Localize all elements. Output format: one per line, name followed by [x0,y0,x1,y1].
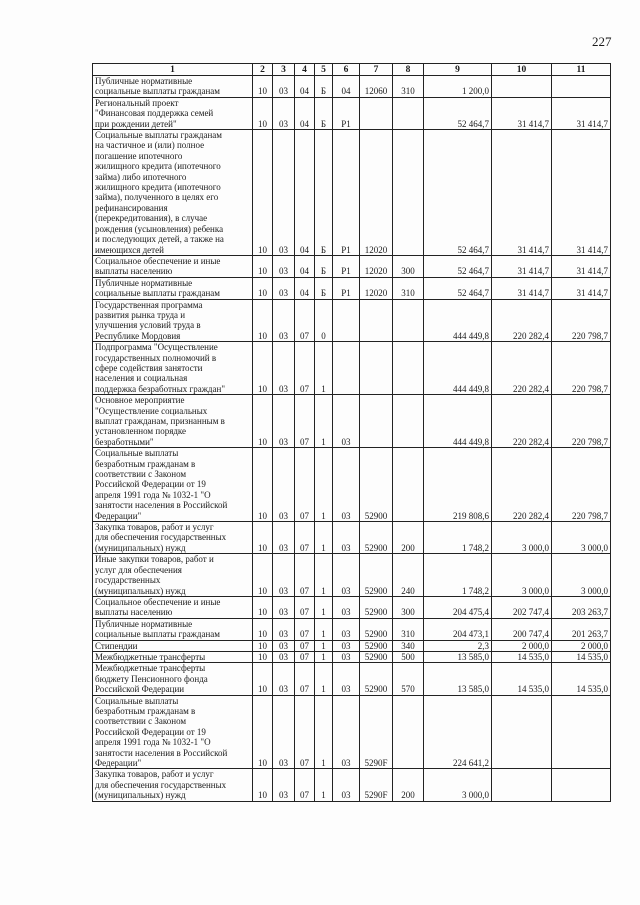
col-8-code: 200 [393,522,424,554]
col-6-code: P1 [333,255,360,277]
amount-col-11: 3 000,0 [552,554,611,597]
col-6-code [333,342,360,395]
col-5-code: Б [315,76,333,98]
header-cell: 5 [315,64,333,76]
col-2-code: 10 [253,395,273,448]
col-4-code: 04 [295,255,315,277]
col-2-code: 10 [253,651,273,662]
amount-col-11: 220 798,7 [552,395,611,448]
col-2-code: 10 [253,618,273,640]
amount-col-9: 224 641,2 [424,695,492,769]
col-3-code: 03 [273,97,295,129]
row-description: Публичные нормативные социальные выплаты гражданам [93,76,253,98]
col-6-code: 03 [333,695,360,769]
col-4-code: 07 [295,448,315,522]
col-7-code: 52900 [360,640,393,651]
amount-col-11: 31 414,7 [552,255,611,277]
row-description: Социальные выплаты гражданам на частичное и (или) полное погашение ипотечного жилищного кредита (ипотечного займа) либо ипотечного жилищного кредита (ипотечного займа), полученного в целях его рефинансирования (перекредитования), в случае рождения (усыновления) ребенка и последующих детей, а также на имеющихся детей [93,130,253,256]
col-5-code: 1 [315,554,333,597]
amount-col-10: 200 747,4 [492,618,552,640]
col-3-code: 03 [273,130,295,256]
table-row [93,277,611,299]
col-4-code: 04 [295,97,315,129]
row-description: Социальные выплаты безработным гражданам в соответствии с Законом Российской Федерации от 19 апреля 1991 года № 1032-1 "О занятости населения в Российской Федерации" [93,695,253,769]
table-row [93,130,611,256]
col-7-code: 5290F [360,769,393,801]
col-6-code [333,299,360,342]
col-5-code: 0 [315,299,333,342]
col-4-code: 07 [295,395,315,448]
row-description: Государственная программа развития рынка труда и улучшения условий труда в Республике Мордовия [93,299,253,342]
amount-col-9: 13 585,0 [424,663,492,695]
col-6-code: P1 [333,277,360,299]
table-row [93,640,611,651]
col-3-code: 03 [273,342,295,395]
col-7-code: 12020 [360,255,393,277]
col-5-code: 1 [315,651,333,662]
header-cell: 9 [424,64,492,76]
col-2-code: 10 [253,663,273,695]
amount-col-11: 3 000,0 [552,522,611,554]
table-row [93,522,611,554]
page-number: 227 [592,34,612,49]
col-6-code: 03 [333,618,360,640]
col-7-code [360,395,393,448]
row-description: Социальное обеспечение и иные выплаты населению [93,596,253,618]
col-8-code [393,97,424,129]
amount-col-10 [492,769,552,801]
amount-col-11: 220 798,7 [552,299,611,342]
amount-col-9: 219 808,6 [424,448,492,522]
row-description: Закупка товаров, работ и услуг для обеспечения государственных (муниципальных) нужд [93,522,253,554]
col-8-code [393,695,424,769]
col-8-code [393,130,424,256]
col-2-code: 10 [253,554,273,597]
col-6-code: 03 [333,596,360,618]
col-4-code: 07 [295,554,315,597]
col-4-code: 07 [295,769,315,801]
amount-col-10: 31 414,7 [492,97,552,129]
col-3-code: 03 [273,695,295,769]
header-row [93,64,611,76]
amount-col-9: 2,3 [424,640,492,651]
col-2-code: 10 [253,277,273,299]
col-5-code: Б [315,277,333,299]
header-cell: 8 [393,64,424,76]
col-5-code: Б [315,255,333,277]
col-2-code: 10 [253,596,273,618]
amount-col-10: 31 414,7 [492,277,552,299]
col-8-code [393,342,424,395]
col-8-code: 310 [393,76,424,98]
col-7-code: 52900 [360,522,393,554]
col-7-code: 12020 [360,277,393,299]
table-row [93,395,611,448]
col-5-code: 1 [315,395,333,448]
header-cell: 10 [492,64,552,76]
amount-col-9: 204 473,1 [424,618,492,640]
col-3-code: 03 [273,769,295,801]
col-4-code: 04 [295,277,315,299]
header-cell: 6 [333,64,360,76]
amount-col-11 [552,695,611,769]
table-row [93,618,611,640]
col-4-code: 04 [295,130,315,256]
col-6-code: P1 [333,97,360,129]
header-cell: 1 [93,64,253,76]
col-3-code: 03 [273,618,295,640]
header-cell: 7 [360,64,393,76]
col-7-code: 52900 [360,596,393,618]
col-8-code: 300 [393,255,424,277]
amount-col-9: 52 464,7 [424,277,492,299]
col-4-code: 07 [295,651,315,662]
col-7-code: 52900 [360,663,393,695]
header-cell: 4 [295,64,315,76]
col-3-code: 03 [273,299,295,342]
amount-col-10: 220 282,4 [492,448,552,522]
row-description: Межбюджетные трансферты бюджету Пенсионного фонда Российской Федерации [93,663,253,695]
col-3-code: 03 [273,448,295,522]
col-6-code: 03 [333,651,360,662]
amount-col-10: 3 000,0 [492,554,552,597]
col-5-code: 1 [315,342,333,395]
col-4-code: 07 [295,663,315,695]
table-row [93,76,611,98]
col-7-code: 52900 [360,618,393,640]
col-3-code: 03 [273,76,295,98]
table-row [93,97,611,129]
col-4-code: 07 [295,522,315,554]
col-2-code: 10 [253,255,273,277]
col-8-code [393,299,424,342]
col-7-code [360,342,393,395]
col-5-code: 1 [315,596,333,618]
col-2-code: 10 [253,299,273,342]
table-row [93,342,611,395]
col-2-code: 10 [253,640,273,651]
col-3-code: 03 [273,596,295,618]
row-description: Иные закупки товаров, работ и услуг для обеспечения государственных (муниципальных) нужд [93,554,253,597]
amount-col-11: 201 263,7 [552,618,611,640]
table-row [93,448,611,522]
amount-col-9: 444 449,8 [424,342,492,395]
col-3-code: 03 [273,554,295,597]
col-4-code: 04 [295,76,315,98]
col-7-code: 12020 [360,130,393,256]
amount-col-10: 202 747,4 [492,596,552,618]
header-cell: 2 [253,64,273,76]
row-description: Закупка товаров, работ и услуг для обеспечения государственных (муниципальных) нужд [93,769,253,801]
amount-col-10 [492,695,552,769]
col-8-code: 300 [393,596,424,618]
amount-col-10: 220 282,4 [492,342,552,395]
col-7-code [360,97,393,129]
amount-col-9: 52 464,7 [424,97,492,129]
col-7-code: 52900 [360,651,393,662]
amount-col-9: 52 464,7 [424,255,492,277]
col-7-code: 52900 [360,448,393,522]
amount-col-10: 14 535,0 [492,651,552,662]
col-2-code: 10 [253,769,273,801]
amount-col-11: 31 414,7 [552,130,611,256]
col-3-code: 03 [273,255,295,277]
row-description: Публичные нормативные социальные выплаты гражданам [93,618,253,640]
col-5-code: 1 [315,618,333,640]
amount-col-11: 203 263,7 [552,596,611,618]
amount-col-9: 1 200,0 [424,76,492,98]
col-3-code: 03 [273,522,295,554]
col-4-code: 07 [295,596,315,618]
table-row [93,663,611,695]
col-5-code: Б [315,97,333,129]
col-2-code: 10 [253,97,273,129]
amount-col-11: 220 798,7 [552,448,611,522]
col-6-code: 03 [333,640,360,651]
col-6-code: 03 [333,663,360,695]
col-6-code: 03 [333,522,360,554]
col-7-code: 5290F [360,695,393,769]
col-2-code: 10 [253,76,273,98]
col-6-code: 03 [333,554,360,597]
amount-col-11 [552,76,611,98]
col-7-code [360,299,393,342]
amount-col-9: 13 585,0 [424,651,492,662]
col-2-code: 10 [253,130,273,256]
amount-col-10: 31 414,7 [492,255,552,277]
amount-col-10 [492,76,552,98]
amount-col-10: 220 282,4 [492,395,552,448]
amount-col-10: 220 282,4 [492,299,552,342]
col-4-code: 07 [295,342,315,395]
col-5-code: 1 [315,448,333,522]
col-2-code: 10 [253,448,273,522]
col-6-code: P1 [333,130,360,256]
col-3-code: 03 [273,277,295,299]
col-5-code: 1 [315,695,333,769]
amount-col-9: 204 475,4 [424,596,492,618]
row-description: Социальное обеспечение и иные выплаты населению [93,255,253,277]
amount-col-9: 444 449,8 [424,395,492,448]
col-4-code: 07 [295,618,315,640]
col-3-code: 03 [273,640,295,651]
col-8-code: 570 [393,663,424,695]
row-description: Региональный проект "Финансовая поддержка семей при рождении детей" [93,97,253,129]
col-7-code: 52900 [360,554,393,597]
col-5-code: 1 [315,640,333,651]
table-row [93,695,611,769]
col-8-code: 310 [393,618,424,640]
row-description: Публичные нормативные социальные выплаты гражданам [93,277,253,299]
col-8-code: 500 [393,651,424,662]
amount-col-10: 31 414,7 [492,130,552,256]
col-5-code: Б [315,130,333,256]
col-3-code: 03 [273,651,295,662]
col-2-code: 10 [253,522,273,554]
amount-col-11: 2 000,0 [552,640,611,651]
col-8-code: 240 [393,554,424,597]
row-description: Стипендии [93,640,253,651]
amount-col-9: 52 464,7 [424,130,492,256]
col-6-code: 03 [333,769,360,801]
amount-col-10: 3 000,0 [492,522,552,554]
row-description: Межбюджетные трансферты [93,651,253,662]
col-8-code: 200 [393,769,424,801]
amount-col-11 [552,769,611,801]
col-8-code [393,448,424,522]
amount-col-9: 3 000,0 [424,769,492,801]
col-7-code: 12060 [360,76,393,98]
col-6-code: 03 [333,395,360,448]
budget-table [92,63,611,802]
amount-col-10: 2 000,0 [492,640,552,651]
amount-col-11: 31 414,7 [552,277,611,299]
row-description: Подпрограмма "Осуществление государственных полномочий в сфере содействия занятости населения и социальная поддержка безработных граждан" [93,342,253,395]
header-cell: 3 [273,64,295,76]
amount-col-11: 14 535,0 [552,663,611,695]
col-5-code: 1 [315,769,333,801]
amount-col-11: 220 798,7 [552,342,611,395]
row-description: Основное мероприятие "Осуществление социальных выплат гражданам, признанным в установленном порядке безработными" [93,395,253,448]
col-3-code: 03 [273,663,295,695]
col-3-code: 03 [273,395,295,448]
col-5-code: 1 [315,522,333,554]
table-row [93,255,611,277]
col-2-code: 10 [253,695,273,769]
table-body [93,76,611,802]
col-4-code: 07 [295,695,315,769]
col-8-code: 340 [393,640,424,651]
table-row [93,596,611,618]
table-row [93,299,611,342]
header-cell: 11 [552,64,611,76]
col-8-code [393,395,424,448]
table-row [93,651,611,662]
row-description: Социальные выплаты безработным гражданам в соответствии с Законом Российской Федерации от 19 апреля 1991 года № 1032-1 "О занятости населения в Российской Федерации" [93,448,253,522]
amount-col-10: 14 535,0 [492,663,552,695]
col-4-code: 07 [295,299,315,342]
table-row [93,769,611,801]
col-8-code: 310 [393,277,424,299]
col-4-code: 07 [295,640,315,651]
amount-col-9: 444 449,8 [424,299,492,342]
table-row [93,554,611,597]
col-6-code: 03 [333,448,360,522]
amount-col-9: 1 748,2 [424,522,492,554]
amount-col-11: 14 535,0 [552,651,611,662]
amount-col-9: 1 748,2 [424,554,492,597]
col-5-code: 1 [315,663,333,695]
col-6-code: 04 [333,76,360,98]
amount-col-11: 31 414,7 [552,97,611,129]
col-2-code: 10 [253,342,273,395]
